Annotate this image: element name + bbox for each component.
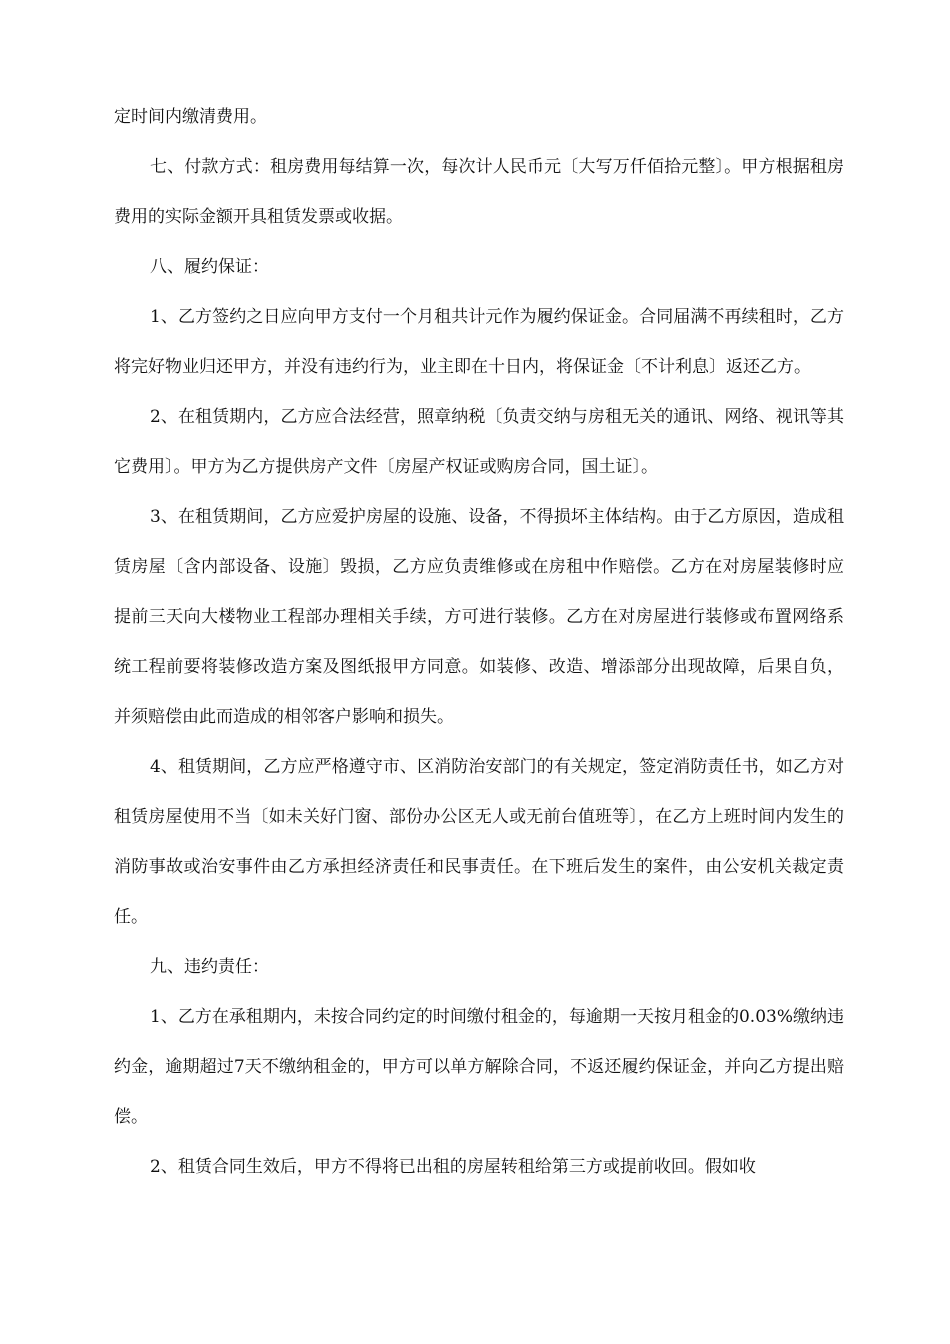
section-heading: 八、履约保证： — [150, 257, 269, 277]
paragraph: 4、租赁期间，乙方应严格遵守市、区消防治安部门的有关规定，签定消防责任书，如乙方对租赁房屋使用不当〔如未关好门窗、部份办公区无人或无前台值班等〕，在乙方上班时间内发生的消防事故或治安事件由乙方承担经济责任和民事责任。在下班后发生的案件，由公安机关裁定责任。 — [114, 757, 844, 927]
paragraph: 七、付款方式：租房费用每结算一次，每次计人民币元〔大写万仟佰拾元整〕。甲方根据租房费用的实际金额开具租赁发票或收据。 — [114, 157, 844, 227]
paragraph: 2、在租赁期内，乙方应合法经营，照章纳税〔负责交纳与房租无关的通讯、网络、视讯等其它费用〕。甲方为乙方提供房产文件〔房屋产权证或购房合同，国土证〕。 — [114, 407, 844, 477]
paragraph: 定时间内缴清费用。 — [114, 107, 267, 127]
document-body — [114, 92, 844, 1192]
paragraph: 3、在租赁期间，乙方应爱护房屋的设施、设备，不得损坏主体结构。由于乙方原因，造成租赁房屋〔含内部设备、设施〕毁损，乙方应负责维修或在房租中作赔偿。乙方在对房屋装修时应提前三天向大楼物业工程部办理相关手续，方可进行装修。乙方在对房屋进行装修或布置网络系统工程前要将装修改造方案及图纸报甲方同意。如装修、改造、增添部分出现故障，后果自负，并须赔偿由此而造成的相邻客户影响和损失。 — [114, 507, 844, 727]
paragraph: 2、租赁合同生效后，甲方不得将已出租的房屋转租给第三方或提前收回。假如收 — [150, 1157, 756, 1177]
paragraph: 1、乙方在承租期内，未按合同约定的时间缴付租金的，每逾期一天按月租金的0.03%缴纳违约金，逾期超过7天不缴纳租金的，甲方可以单方解除合同，不返还履约保证金，并向乙方提出赔偿。 — [114, 1007, 844, 1127]
section-heading: 九、违约责任： — [150, 957, 269, 977]
paragraph: 1、乙方签约之日应向甲方支付一个月租共计元作为履约保证金。合同届满不再续租时，乙方将完好物业归还甲方，并没有违约行为，业主即在十日内，将保证金〔不计利息〕返还乙方。 — [114, 307, 844, 377]
